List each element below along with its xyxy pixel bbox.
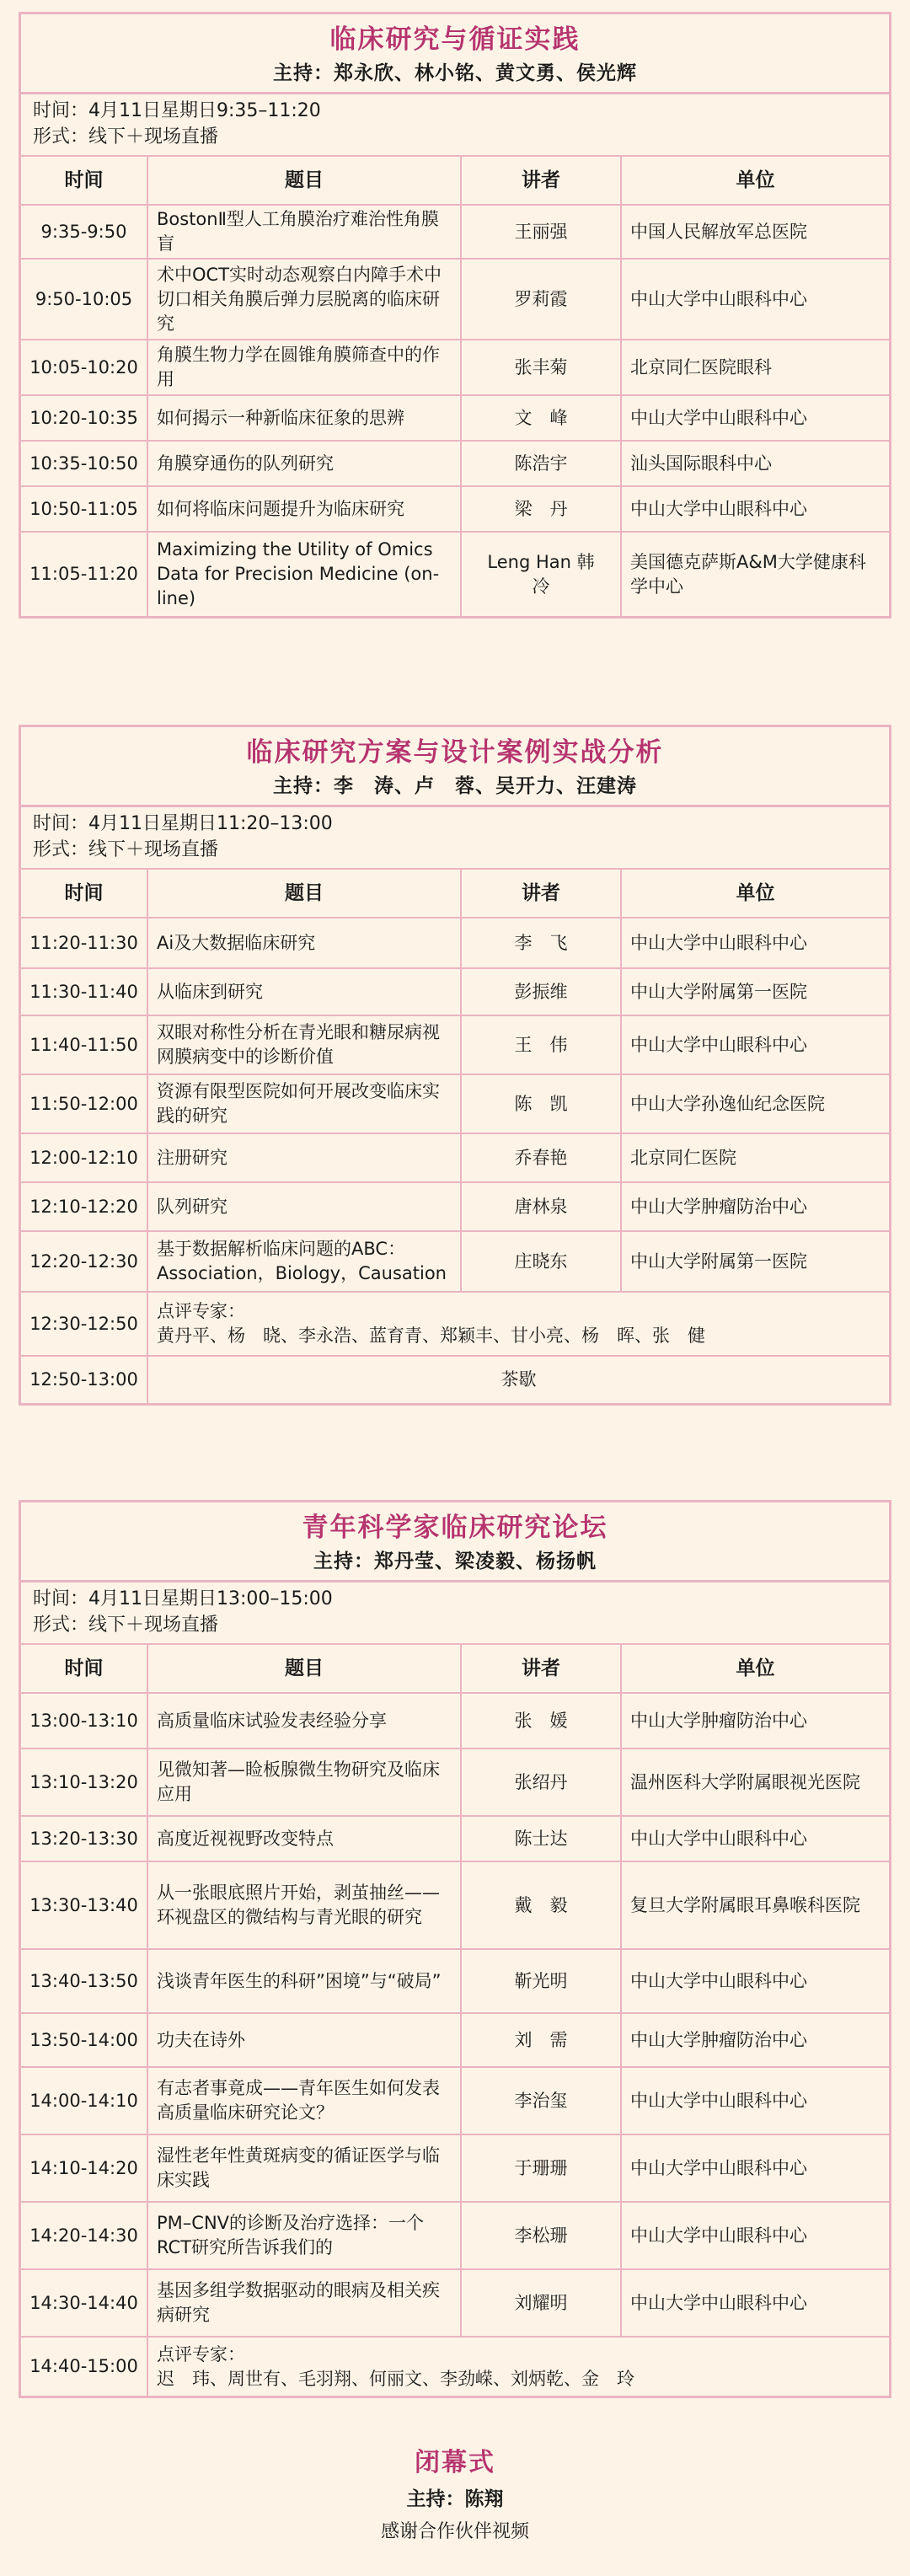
review-experts <box>147 2337 889 2396</box>
table-row <box>21 2269 889 2337</box>
row-topic: 见微知著—睑板腺微生物研究及临床应用 <box>147 1749 461 1816</box>
row-unit: 中山大学中山眼科中心 <box>621 918 889 968</box>
table-header-row <box>21 869 889 918</box>
row-unit: 中山大学中山眼科中心 <box>621 259 889 340</box>
table-row <box>21 532 889 616</box>
row-unit: 中山大学中山眼科中心 <box>621 2269 889 2337</box>
row-time: 12:00-12:10 <box>21 1133 147 1182</box>
table-header-row <box>21 1644 889 1693</box>
session-time: 时间：4月11日星期日9:35–11:20 <box>33 100 321 121</box>
table-row <box>21 1949 889 2013</box>
row-topic: 资源有限型医院如何开展改变临床实践的研究 <box>147 1074 461 1133</box>
row-speaker: 陈士达 <box>461 1816 621 1861</box>
row-time: 13:30-13:40 <box>21 1861 147 1949</box>
header-time: 时间 <box>21 1644 147 1693</box>
header-unit: 单位 <box>621 869 889 918</box>
section-info <box>21 805 889 868</box>
row-time: 14:20-14:30 <box>21 2202 147 2269</box>
header-unit: 单位 <box>621 1644 889 1693</box>
row-unit: 中山大学中山眼科中心 <box>621 2134 889 2202</box>
row-time: 11:50-12:00 <box>21 1074 147 1133</box>
review-label: 点评专家： <box>157 2343 245 2364</box>
table-row <box>21 2202 889 2269</box>
table-row <box>21 1816 889 1861</box>
row-topic: 从临床到研究 <box>147 968 461 1015</box>
section-title: 临床研究方案与设计案例实战分析 <box>246 737 664 768</box>
section-young-scientists <box>19 1500 891 2398</box>
section-title: 临床研究与循证实践 <box>329 24 581 55</box>
row-unit: 北京同仁医院眼科 <box>621 340 889 395</box>
row-unit: 温州医科大学附属眼视光医院 <box>621 1749 889 1816</box>
row-unit: 复旦大学附属眼耳鼻喉科医院 <box>621 1861 889 1949</box>
row-unit: 中山大学中山眼科中心 <box>621 486 889 532</box>
session-time: 时间：4月11日星期日11:20–13:00 <box>33 813 333 834</box>
schedule-table <box>21 155 889 616</box>
row-time: 11:40-11:50 <box>21 1015 147 1074</box>
row-topic: Ai及大数据临床研究 <box>147 918 461 968</box>
row-topic: 角膜生物力学在圆锥角膜筛查中的作用 <box>147 340 461 395</box>
row-time: 12:30-12:50 <box>21 1292 147 1356</box>
row-unit: 中山大学中山眼科中心 <box>621 1816 889 1861</box>
row-time: 10:50-11:05 <box>21 486 147 532</box>
session-format: 形式：线下＋现场直播 <box>33 126 219 147</box>
row-speaker: 张 媛 <box>461 1693 621 1749</box>
row-time: 14:30-14:40 <box>21 2269 147 2337</box>
table-header-row <box>21 156 889 205</box>
review-names: 黄丹平、杨 晓、李永浩、蓝育青、郑颖丰、甘小亮、杨 晖、张 健 <box>157 1325 705 1346</box>
review-experts <box>147 1292 889 1356</box>
row-unit: 中山大学肿瘤防治中心 <box>621 1693 889 1749</box>
table-row <box>21 1861 889 1949</box>
row-time: 9:50-10:05 <box>21 259 147 340</box>
header-speaker: 讲者 <box>461 1644 621 1693</box>
row-speaker: 王丽强 <box>461 205 621 259</box>
row-speaker: 李治玺 <box>461 2067 621 2134</box>
row-unit: 中国人民解放军总医院 <box>621 205 889 259</box>
row-topic: 高度近视视野改变特点 <box>147 1816 461 1861</box>
header-topic: 题目 <box>147 156 461 205</box>
row-topic: PM–CNV的诊断及治疗选择：一个RCT研究所告诉我们的 <box>147 2202 461 2269</box>
row-unit: 中山大学孙逸仙纪念医院 <box>621 1074 889 1133</box>
row-speaker: 张绍丹 <box>461 1749 621 1816</box>
row-unit: 中山大学附属第一医院 <box>621 1231 889 1292</box>
row-topic: 如何揭示一种新临床征象的思辨 <box>147 395 461 441</box>
row-topic: 队列研究 <box>147 1182 461 1231</box>
table-row <box>21 918 889 968</box>
row-time: 13:50-14:00 <box>21 2013 147 2067</box>
row-time: 9:35-9:50 <box>21 205 147 259</box>
row-speaker: 张丰菊 <box>461 340 621 395</box>
row-time: 10:20-10:35 <box>21 395 147 441</box>
row-speaker: 文 峰 <box>461 395 621 441</box>
table-row <box>21 2013 889 2067</box>
review-names: 迟 玮、周世有、毛羽翔、何丽文、李劲嵘、刘炳乾、金 玲 <box>157 2368 634 2389</box>
row-speaker: 唐林泉 <box>461 1182 621 1231</box>
row-topic: 从一张眼底照片开始，剥茧抽丝——环视盘区的微结构与青光眼的研究 <box>147 1861 461 1949</box>
table-row <box>21 1074 889 1133</box>
section-host: 主持：郑永欣、林小铭、黄文勇、侯光辉 <box>273 62 637 84</box>
table-row <box>21 1749 889 1816</box>
table-row <box>21 395 889 441</box>
row-unit: 汕头国际眼科中心 <box>621 441 889 486</box>
row-time: 11:20-11:30 <box>21 918 147 968</box>
row-speaker: 刘 需 <box>461 2013 621 2067</box>
row-speaker: 罗莉霞 <box>461 259 621 340</box>
row-unit: 美国德克萨斯A&M大学健康科学中心 <box>621 532 889 616</box>
row-speaker: 王 伟 <box>461 1015 621 1074</box>
session-format: 形式：线下＋现场直播 <box>33 1615 219 1636</box>
table-row <box>21 340 889 395</box>
row-speaker: 靳光明 <box>461 1949 621 2013</box>
break-row <box>21 1356 889 1403</box>
session-format: 形式：线下＋现场直播 <box>33 839 219 860</box>
row-topic: BostonⅡ型人工角膜治疗难治性角膜盲 <box>147 205 461 259</box>
row-speaker: 梁 丹 <box>461 486 621 532</box>
closing-video: 感谢合作伙伴视频 <box>380 2521 529 2542</box>
row-time: 13:20-13:30 <box>21 1816 147 1861</box>
table-row <box>21 1015 889 1074</box>
section-case-analysis <box>19 725 891 1406</box>
section-host: 主持：李 涛、卢 蓉、吴开力、汪建涛 <box>273 775 637 797</box>
header-speaker: 讲者 <box>461 869 621 918</box>
row-topic: 功夫在诗外 <box>147 2013 461 2067</box>
row-time: 11:05-11:20 <box>21 532 147 616</box>
row-unit: 中山大学肿瘤防治中心 <box>621 1182 889 1231</box>
row-topic: 湿性老年性黄斑病变的循证医学与临床实践 <box>147 2134 461 2202</box>
header-unit: 单位 <box>621 156 889 205</box>
row-speaker: 李松珊 <box>461 2202 621 2269</box>
review-row <box>21 2337 889 2396</box>
row-time: 13:00-13:10 <box>21 1693 147 1749</box>
row-topic: Maximizing the Utility of Omics Data for Precision Medicine (on-line) <box>147 532 461 616</box>
section-info <box>21 1580 889 1643</box>
header-topic: 题目 <box>147 1644 461 1693</box>
row-unit: 中山大学中山眼科中心 <box>621 2202 889 2269</box>
row-time: 12:10-12:20 <box>21 1182 147 1231</box>
row-speaker: 庄晓东 <box>461 1231 621 1292</box>
row-topic: 角膜穿通伤的队列研究 <box>147 441 461 486</box>
row-time: 10:35-10:50 <box>21 441 147 486</box>
schedule-table <box>21 868 889 1403</box>
table-row <box>21 2067 889 2134</box>
row-speaker: 陈浩宇 <box>461 441 621 486</box>
table-row <box>21 968 889 1015</box>
session-time: 时间：4月11日星期日13:00–15:00 <box>33 1588 333 1609</box>
row-topic: 术中OCT实时动态观察白内障手术中切口相关角膜后弹力层脱离的临床研究 <box>147 259 461 340</box>
row-topic: 如何将临床问题提升为临床研究 <box>147 486 461 532</box>
break-label: 茶歇 <box>147 1356 889 1403</box>
row-speaker: Leng Han 韩 冷 <box>461 532 621 616</box>
row-speaker: 陈 凯 <box>461 1074 621 1133</box>
row-speaker: 乔春艳 <box>461 1133 621 1182</box>
header-time: 时间 <box>21 156 147 205</box>
table-row <box>21 1693 889 1749</box>
table-row <box>21 1133 889 1182</box>
row-topic: 基因多组学数据驱动的眼病及相关疾病研究 <box>147 2269 461 2337</box>
row-time: 12:20-12:30 <box>21 1231 147 1292</box>
row-time: 14:00-14:10 <box>21 2067 147 2134</box>
table-row <box>21 1182 889 1231</box>
header-topic: 题目 <box>147 869 461 918</box>
section-clinical-research <box>19 12 891 619</box>
table-row <box>21 259 889 340</box>
row-time: 10:05-10:20 <box>21 340 147 395</box>
row-unit: 中山大学肿瘤防治中心 <box>621 2013 889 2067</box>
table-row <box>21 486 889 532</box>
row-unit: 北京同仁医院 <box>621 1133 889 1182</box>
row-unit: 中山大学中山眼科中心 <box>621 2067 889 2134</box>
row-speaker: 李 飞 <box>461 918 621 968</box>
row-time: 14:40-15:00 <box>21 2337 147 2396</box>
closing-title: 闭幕式 <box>415 2448 495 2477</box>
row-time: 14:10-14:20 <box>21 2134 147 2202</box>
row-topic: 基于数据解析临床问题的ABC：Association，Biology，Causation <box>147 1231 461 1292</box>
review-row <box>21 1292 889 1356</box>
review-label: 点评专家： <box>157 1301 245 1321</box>
row-time: 13:10-13:20 <box>21 1749 147 1816</box>
row-speaker: 彭振维 <box>461 968 621 1015</box>
row-topic: 高质量临床试验发表经验分享 <box>147 1693 461 1749</box>
section-host: 主持：郑丹莹、梁凌毅、杨扬帆 <box>313 1550 597 1572</box>
header-speaker: 讲者 <box>461 156 621 205</box>
section-info <box>21 92 889 155</box>
closing-ceremony <box>19 2444 891 2548</box>
row-unit: 中山大学中山眼科中心 <box>621 1949 889 2013</box>
table-row <box>21 1231 889 1292</box>
row-speaker: 戴 毅 <box>461 1861 621 1949</box>
row-speaker: 刘耀明 <box>461 2269 621 2337</box>
row-unit: 中山大学附属第一医院 <box>621 968 889 1015</box>
schedule-table <box>21 1643 889 2396</box>
row-time: 11:30-11:40 <box>21 968 147 1015</box>
row-unit: 中山大学中山眼科中心 <box>621 395 889 441</box>
row-speaker: 于珊珊 <box>461 2134 621 2202</box>
table-row <box>21 205 889 259</box>
row-unit: 中山大学中山眼科中心 <box>621 1015 889 1074</box>
row-topic: 浅谈青年医生的科研”困境”与“破局” <box>147 1949 461 2013</box>
table-row <box>21 441 889 486</box>
section-title: 青年科学家临床研究论坛 <box>302 1513 608 1543</box>
row-topic: 有志者事竟成——青年医生如何发表高质量临床研究论文？ <box>147 2067 461 2134</box>
closing-host: 主持：陈翔 <box>406 2488 504 2510</box>
row-time: 12:50-13:00 <box>21 1356 147 1403</box>
table-row <box>21 2134 889 2202</box>
row-topic: 双眼对称性分析在青光眼和糖尿病视网膜病变中的诊断价值 <box>147 1015 461 1074</box>
row-time: 13:40-13:50 <box>21 1949 147 2013</box>
row-topic: 注册研究 <box>147 1133 461 1182</box>
header-time: 时间 <box>21 869 147 918</box>
